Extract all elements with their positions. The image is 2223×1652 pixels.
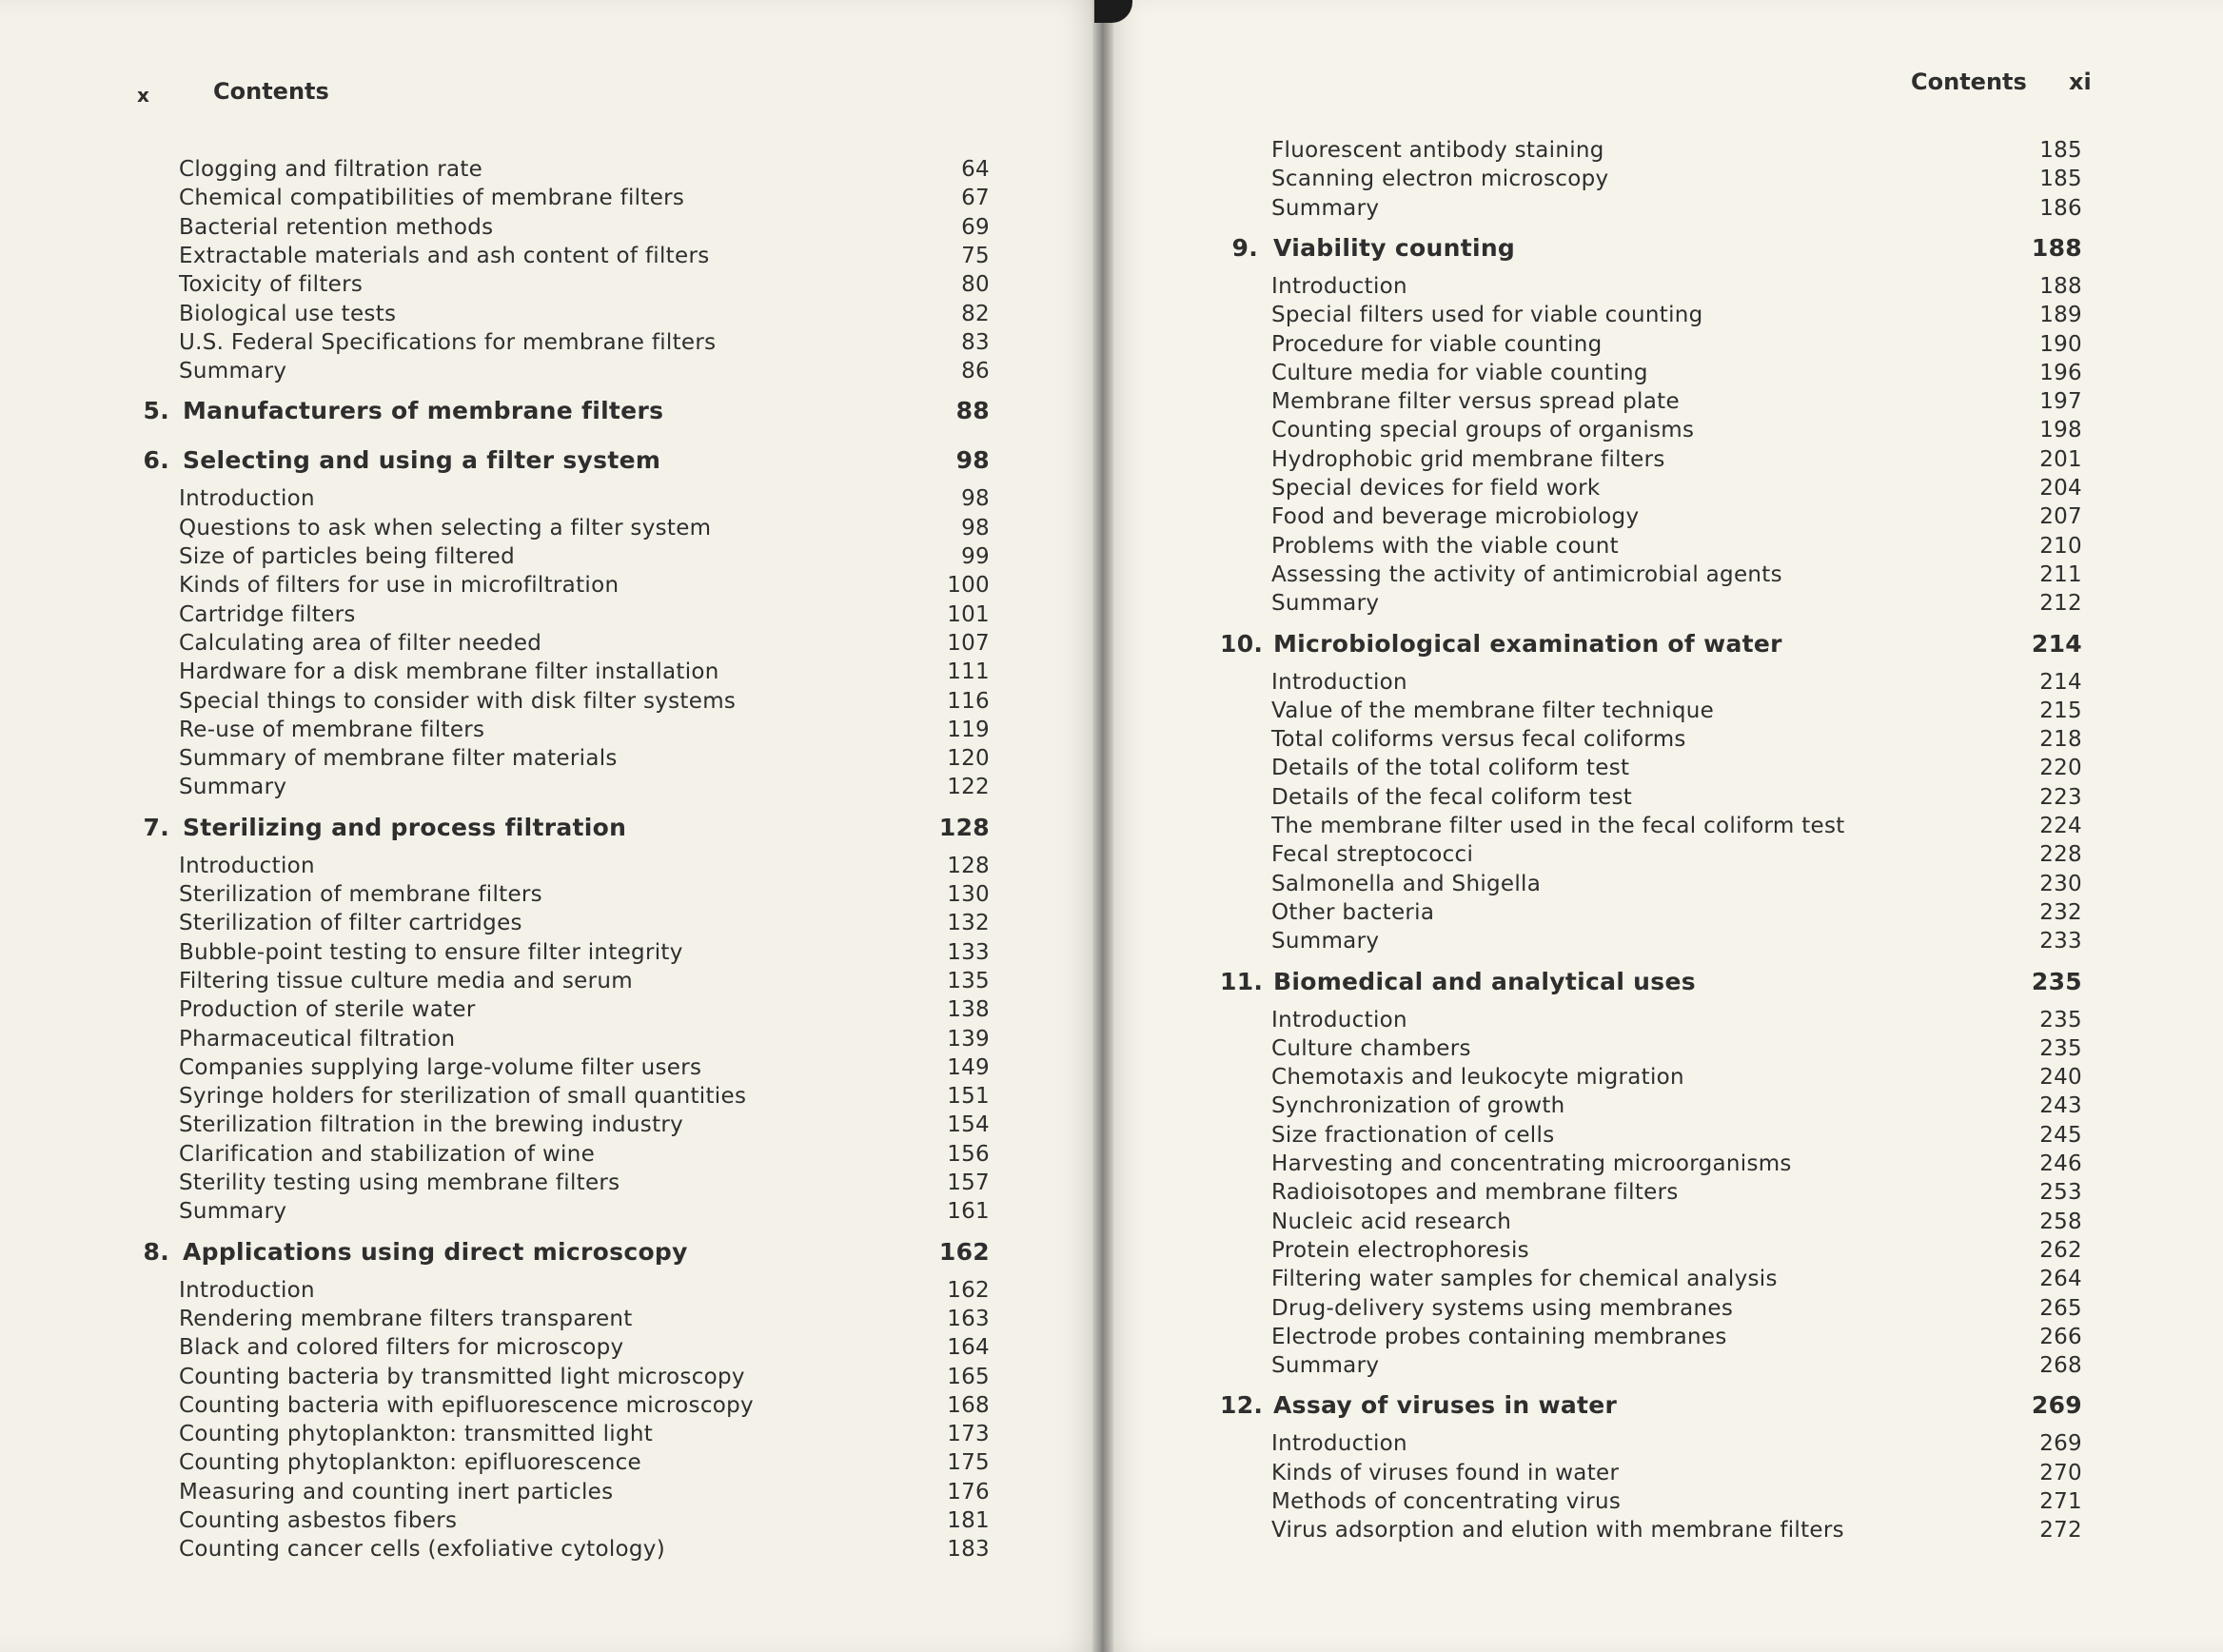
section-title: Toxicity of filters <box>179 272 364 298</box>
section-title: Fecal streptococci <box>1271 842 1474 868</box>
page-number: 185 <box>2039 138 2082 163</box>
section-title: Fluorescent antibody staining <box>1271 138 1604 163</box>
page-folio-right: xi <box>2069 69 2092 95</box>
section-title: Other bacteria <box>1271 899 1435 925</box>
section-title: Introduction <box>1271 669 1407 695</box>
section-title: Summary <box>1271 591 1380 617</box>
page-number: 128 <box>938 813 990 841</box>
chapter-title: Sterilizing and process filtration <box>183 813 627 841</box>
page-number: 235 <box>2031 967 2082 995</box>
page-number: 232 <box>2039 899 2082 925</box>
page-number: 183 <box>947 1537 990 1563</box>
section-title: Filtering water samples for chemical analysis <box>1271 1267 1778 1292</box>
page-number: 243 <box>2039 1093 2082 1119</box>
page-number: 264 <box>2039 1267 2082 1292</box>
page-number: 246 <box>2039 1151 2082 1176</box>
section-title: Protein electrophoresis <box>1271 1237 1529 1263</box>
page-number: 224 <box>2039 814 2082 838</box>
right-page <box>1102 0 2223 1652</box>
section-title: Methods of concentrating virus <box>1271 1489 1622 1514</box>
chapter-number: 6. <box>143 446 169 475</box>
section-title: Counting bacteria by transmitted light microscopy <box>179 1364 745 1389</box>
page-number: 210 <box>2039 533 2082 559</box>
page-number: 211 <box>2039 561 2082 587</box>
section-title: Electrode probes containing membranes <box>1271 1324 1727 1349</box>
chapter-title: Microbiological examination of water <box>1273 629 1782 658</box>
section-title: Cartridge filters <box>179 601 356 627</box>
section-title: Companies supplying large-volume filter users <box>179 1054 702 1080</box>
page-number: 111 <box>947 659 990 685</box>
page-number: 133 <box>947 939 990 965</box>
section-title: Summary <box>1271 1353 1380 1379</box>
section-title: Size of particles being filtered <box>179 544 516 569</box>
chapter-title: Biomedical and analytical uses <box>1273 967 1696 995</box>
section-title: Virus adsorption and elution with membrane filters <box>1271 1518 1844 1544</box>
section-title: Filtering tissue culture media and serum <box>179 968 633 993</box>
page-number: 223 <box>2039 784 2082 810</box>
page-number: 181 <box>947 1508 990 1533</box>
chapter-title: Assay of viruses in water <box>1273 1391 1618 1420</box>
section-title: Syringe holders for sterilization of small quantities <box>179 1084 747 1110</box>
section-title: Details of the fecal coliform test <box>1271 784 1633 810</box>
chapter-number: 5. <box>143 397 169 425</box>
section-title: Counting cancer cells (exfoliative cytology) <box>179 1537 665 1563</box>
page-number: 175 <box>947 1450 990 1476</box>
section-title: U.S. Federal Specifications for membrane filters <box>179 329 717 355</box>
page-number: 197 <box>2039 389 2082 415</box>
page-number: 201 <box>2039 446 2082 472</box>
page-number: 190 <box>2039 331 2082 357</box>
page-number: 269 <box>2039 1431 2082 1457</box>
section-title: Measuring and counting inert particles <box>179 1479 614 1504</box>
page-number: 157 <box>947 1170 990 1195</box>
section-title: Introduction <box>1271 1007 1407 1032</box>
page-number: 99 <box>961 544 990 569</box>
section-title: Details of the total coliform test <box>1271 756 1630 781</box>
section-title: Special things to consider with disk filter systems <box>179 688 737 714</box>
section-title: Membrane filter versus spread plate <box>1271 389 1680 415</box>
page-number: 240 <box>2039 1065 2082 1091</box>
section-title: Calculating area of filter needed <box>179 630 542 656</box>
left-page <box>0 0 1102 1652</box>
section-title: The membrane filter used in the fecal coliform test <box>1271 814 1845 838</box>
section-title: Pharmaceutical filtration <box>179 1026 456 1052</box>
section-title: Bubble-point testing to ensure filter integrity <box>179 939 683 965</box>
section-title: Hydrophobic grid membrane filters <box>1271 446 1665 472</box>
page-number: 220 <box>2039 756 2082 781</box>
page-number: 83 <box>961 329 990 355</box>
section-title: Counting phytoplankton: transmitted light <box>179 1422 654 1447</box>
page-number: 156 <box>947 1141 990 1167</box>
section-title: Summary <box>1271 195 1380 221</box>
page-number: 98 <box>961 515 990 541</box>
page-number: 228 <box>2039 842 2082 868</box>
section-title: Synchronization of growth <box>1271 1093 1565 1119</box>
section-title: Bacterial retention methods <box>179 214 494 240</box>
page-number: 214 <box>2031 629 2082 658</box>
section-title: Introduction <box>179 853 315 878</box>
page-number: 207 <box>2039 504 2082 530</box>
page-number: 69 <box>961 214 990 240</box>
page-number: 185 <box>2039 167 2082 192</box>
page-number: 122 <box>947 775 990 800</box>
section-title: Scanning electron microscopy <box>1271 167 1609 192</box>
section-title: Chemical compatibilities of membrane filters <box>179 186 685 211</box>
page-number: 86 <box>961 359 990 384</box>
section-title: Sterilization of membrane filters <box>179 882 542 907</box>
section-title: Special filters used for viable counting <box>1271 303 1703 328</box>
page-number: 233 <box>2039 929 2082 954</box>
section-title: Clogging and filtration rate <box>179 157 483 182</box>
section-title: Summary <box>179 359 287 384</box>
page-number: 162 <box>947 1277 990 1303</box>
page-number: 116 <box>947 688 990 714</box>
section-title: Sterility testing using membrane filters <box>179 1170 620 1195</box>
page-number: 139 <box>947 1026 990 1052</box>
section-title: Value of the membrane filter technique <box>1271 698 1715 723</box>
page-number: 164 <box>947 1335 990 1361</box>
running-head-right: Contents <box>1911 69 2027 95</box>
page-number: 230 <box>2039 871 2082 896</box>
section-title: Introduction <box>179 486 315 512</box>
section-title: Chemotaxis and leukocyte migration <box>1271 1065 1684 1091</box>
section-title: Problems with the viable count <box>1271 533 1619 559</box>
chapter-title: Viability counting <box>1273 233 1516 262</box>
page-number: 165 <box>947 1364 990 1389</box>
section-title: Food and beverage microbiology <box>1271 504 1640 530</box>
page-number: 198 <box>2039 418 2082 443</box>
section-title: Summary <box>1271 929 1380 954</box>
chapter-number: 7. <box>143 813 169 841</box>
section-title: Questions to ask when selecting a filter system <box>179 515 712 541</box>
page-number: 212 <box>2039 591 2082 617</box>
page-number: 163 <box>947 1306 990 1331</box>
page-number: 98 <box>961 486 990 512</box>
page-number: 161 <box>947 1199 990 1225</box>
chapter-number: 9. <box>1231 233 1258 262</box>
page-number: 271 <box>2039 1489 2082 1514</box>
section-title: Counting asbestos fibers <box>179 1508 458 1533</box>
page-number: 149 <box>947 1054 990 1080</box>
page-number: 120 <box>947 746 990 772</box>
section-title: Special devices for field work <box>1271 476 1601 501</box>
page-number: 75 <box>961 243 990 268</box>
section-title: Summary of membrane filter materials <box>179 746 618 772</box>
section-title: Extractable materials and ash content of filters <box>179 243 710 268</box>
chapter-number: 12. <box>1220 1391 1264 1420</box>
page-number: 98 <box>955 446 990 475</box>
section-title: Procedure for viable counting <box>1271 331 1603 357</box>
section-title: Assessing the activity of antimicrobial agents <box>1271 561 1782 587</box>
page-number: 101 <box>947 601 990 627</box>
page-number: 266 <box>2039 1324 2082 1349</box>
section-title: Re-use of membrane filters <box>179 717 485 742</box>
page-number: 270 <box>2039 1460 2082 1485</box>
section-title: Kinds of filters for use in microfiltration <box>179 573 620 599</box>
page-number: 80 <box>961 272 990 298</box>
page-number: 186 <box>2039 195 2082 221</box>
page-number: 188 <box>2031 233 2082 262</box>
section-title: Counting phytoplankton: epifluorescence <box>179 1450 641 1476</box>
section-title: Hardware for a disk membrane filter installation <box>179 659 719 685</box>
section-title: Introduction <box>1271 273 1407 299</box>
page-number: 162 <box>938 1237 990 1266</box>
section-title: Summary <box>179 775 287 800</box>
page-number: 100 <box>947 573 990 599</box>
book-spine <box>1092 0 1113 1652</box>
page-number: 188 <box>2039 273 2082 299</box>
page-number: 151 <box>947 1084 990 1110</box>
section-title: Total coliforms versus fecal coliforms <box>1271 727 1686 753</box>
page-number: 88 <box>955 397 990 425</box>
section-title: Counting special groups of organisms <box>1271 418 1695 443</box>
chapter-number: 11. <box>1220 967 1264 995</box>
section-title: Counting bacteria with epifluorescence microscopy <box>179 1392 754 1418</box>
section-title: Salmonella and Shigella <box>1271 871 1542 896</box>
page-number: 268 <box>2039 1353 2082 1379</box>
page-number: 215 <box>2039 698 2082 723</box>
page-number: 154 <box>947 1112 990 1138</box>
running-head-left: Contents <box>213 78 329 105</box>
section-title: Introduction <box>1271 1431 1407 1457</box>
page-folio-left: x <box>137 84 149 107</box>
page-number: 176 <box>947 1479 990 1504</box>
chapter-number: 10. <box>1220 629 1264 658</box>
page-number: 258 <box>2039 1209 2082 1234</box>
page-number: 132 <box>947 911 990 936</box>
page-number: 128 <box>947 853 990 878</box>
chapter-title: Selecting and using a filter system <box>183 446 661 475</box>
section-title: Radioisotopes and membrane filters <box>1271 1180 1679 1206</box>
page-number: 107 <box>947 630 990 656</box>
section-title: Production of sterile water <box>179 997 476 1023</box>
section-title: Biological use tests <box>179 301 397 326</box>
page-number: 253 <box>2039 1180 2082 1206</box>
page-number: 130 <box>947 882 990 907</box>
section-title: Sterilization of filter cartridges <box>179 911 522 936</box>
page-number: 204 <box>2039 476 2082 501</box>
section-title: Summary <box>179 1199 287 1225</box>
page-number: 189 <box>2039 303 2082 328</box>
section-title: Kinds of viruses found in water <box>1271 1460 1620 1485</box>
section-title: Culture media for viable counting <box>1271 360 1648 385</box>
page-number: 262 <box>2039 1237 2082 1263</box>
page-number: 119 <box>947 717 990 742</box>
section-title: Size fractionation of cells <box>1271 1122 1555 1148</box>
page-number: 272 <box>2039 1518 2082 1544</box>
page-number: 138 <box>947 997 990 1023</box>
page-number: 173 <box>947 1422 990 1447</box>
page-number: 218 <box>2039 727 2082 753</box>
section-title: Culture chambers <box>1271 1035 1471 1061</box>
chapter-title: Applications using direct microscopy <box>183 1237 688 1266</box>
section-title: Introduction <box>179 1277 315 1303</box>
section-title: Sterilization filtration in the brewing industry <box>179 1112 684 1138</box>
section-title: Drug-delivery systems using membranes <box>1271 1295 1734 1321</box>
page-number: 265 <box>2039 1295 2082 1321</box>
page-number: 67 <box>961 186 990 211</box>
page-number: 135 <box>947 968 990 993</box>
section-title: Nucleic acid research <box>1271 1209 1512 1234</box>
section-title: Harvesting and concentrating microorganisms <box>1271 1151 1792 1176</box>
page-number: 82 <box>961 301 990 326</box>
page-number: 245 <box>2039 1122 2082 1148</box>
page-number: 269 <box>2031 1391 2082 1420</box>
chapter-number: 8. <box>143 1237 169 1266</box>
section-title: Clarification and stabilization of wine <box>179 1141 596 1167</box>
page-number: 64 <box>961 157 990 182</box>
page-number: 196 <box>2039 360 2082 385</box>
chapter-title: Manufacturers of membrane filters <box>183 397 664 425</box>
section-title: Rendering membrane filters transparent <box>179 1306 633 1331</box>
page-number: 235 <box>2039 1035 2082 1061</box>
section-title: Black and colored filters for microscopy <box>179 1335 624 1361</box>
page-number: 168 <box>947 1392 990 1418</box>
page-number: 214 <box>2039 669 2082 695</box>
page-number: 235 <box>2039 1007 2082 1032</box>
